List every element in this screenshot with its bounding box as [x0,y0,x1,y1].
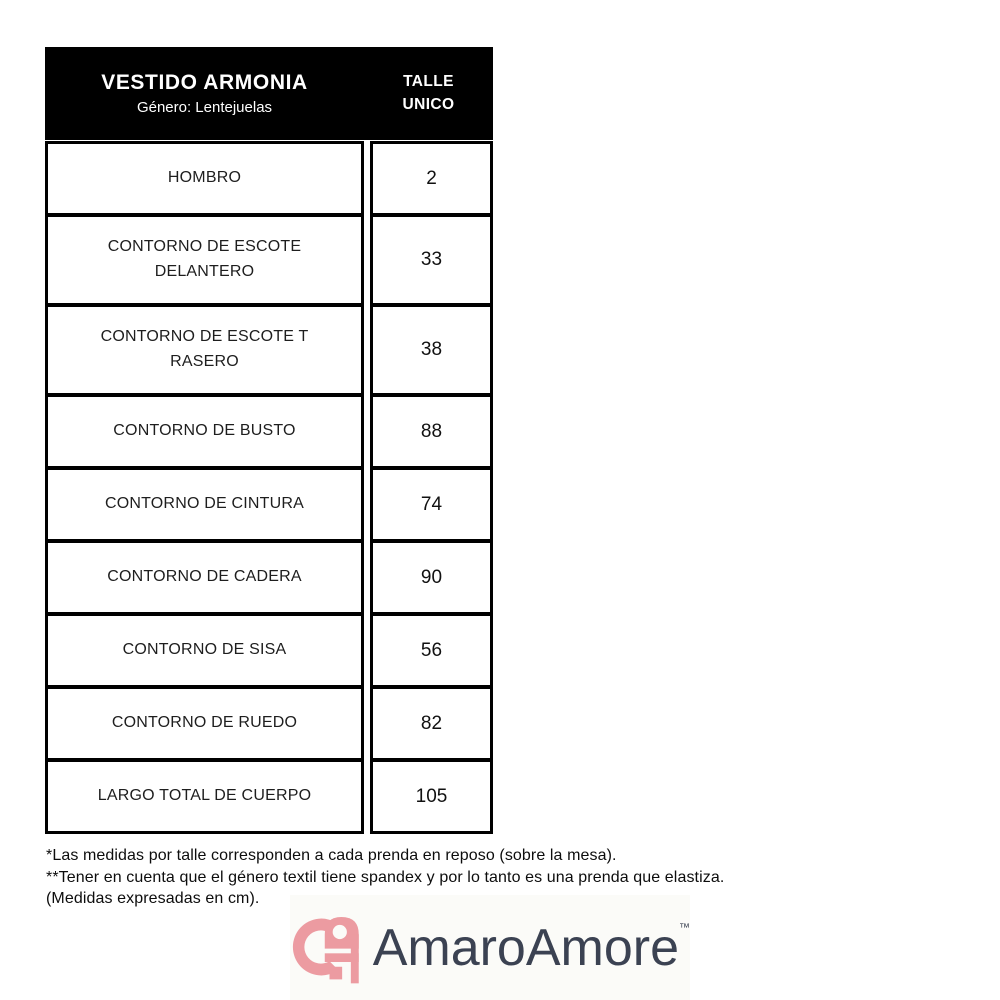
measurement-label: CONTORNO DE ESCOTE T RASERO [100,328,309,370]
table-row [45,141,493,216]
product-title: VESTIDO ARMONIA [101,71,308,94]
table-row [45,467,493,542]
size-column-line2: UNICO [402,95,455,113]
measurement-rows [45,141,493,834]
measurement-label-cell [45,214,364,306]
table-row [45,540,493,615]
measurement-label-cell [45,686,364,761]
trademark-symbol: ™ [679,921,690,934]
brand-name-text: AmaroAmore [372,918,679,977]
measurement-label: CONTORNO DE CINTURA [104,495,305,513]
brand-name [373,918,690,978]
measurement-value-cell: 82 [370,686,493,761]
measurement-label-cell [45,467,364,542]
size-column-line1: TALLE [403,73,454,91]
measurement-label-cell [45,540,364,615]
amaroamore-monogram-icon [290,905,363,989]
chart-header [45,47,493,140]
measurement-label: CONTORNO DE ESCOTE DELANTERO [107,238,302,280]
measurement-value-cell: 90 [370,540,493,615]
table-row [45,759,493,834]
measurement-value-cell: 88 [370,394,493,469]
measurement-label: CONTORNO DE RUEDO [111,714,298,732]
measurement-label: HOMBRO [167,169,242,187]
measurement-label: CONTORNO DE BUSTO [113,422,296,440]
size-chart-table [45,47,493,834]
product-subtitle: Género: Lentejuelas [136,99,273,116]
measurement-value-cell: 38 [370,304,493,396]
measurement-label: LARGO TOTAL DE CUERPO [97,787,312,805]
measurement-label-cell [45,613,364,688]
product-header-cell [45,47,364,140]
table-row [45,394,493,469]
table-row [45,214,493,306]
measurement-label-cell [45,759,364,834]
measurement-label: CONTORNO DE SISA [122,641,287,659]
measurement-value-cell: 56 [370,613,493,688]
size-column-header [364,47,493,140]
measurement-label-cell [45,304,364,396]
measurement-value-cell: 33 [370,214,493,306]
brand-footer [290,895,690,1000]
note-line-1: *Las medidas por talle corresponden a cada prenda en reposo (sobre la mesa). [46,847,617,864]
measurement-label-cell [45,394,364,469]
measurement-label-cell [45,141,364,216]
measurement-value-cell: 2 [370,141,493,216]
measurement-label: CONTORNO DE CADERA [107,568,302,586]
note-line-2: **Tener en cuenta que el género textil tiene spandex y por lo tanto es una prenda que elastiza. [46,868,725,886]
table-row [45,686,493,761]
measurement-value-cell: 105 [370,759,493,834]
note-line-3: (Medidas expresadas en cm). [46,890,260,907]
table-row [45,613,493,688]
measurement-value-cell: 74 [370,467,493,542]
table-row [45,304,493,396]
